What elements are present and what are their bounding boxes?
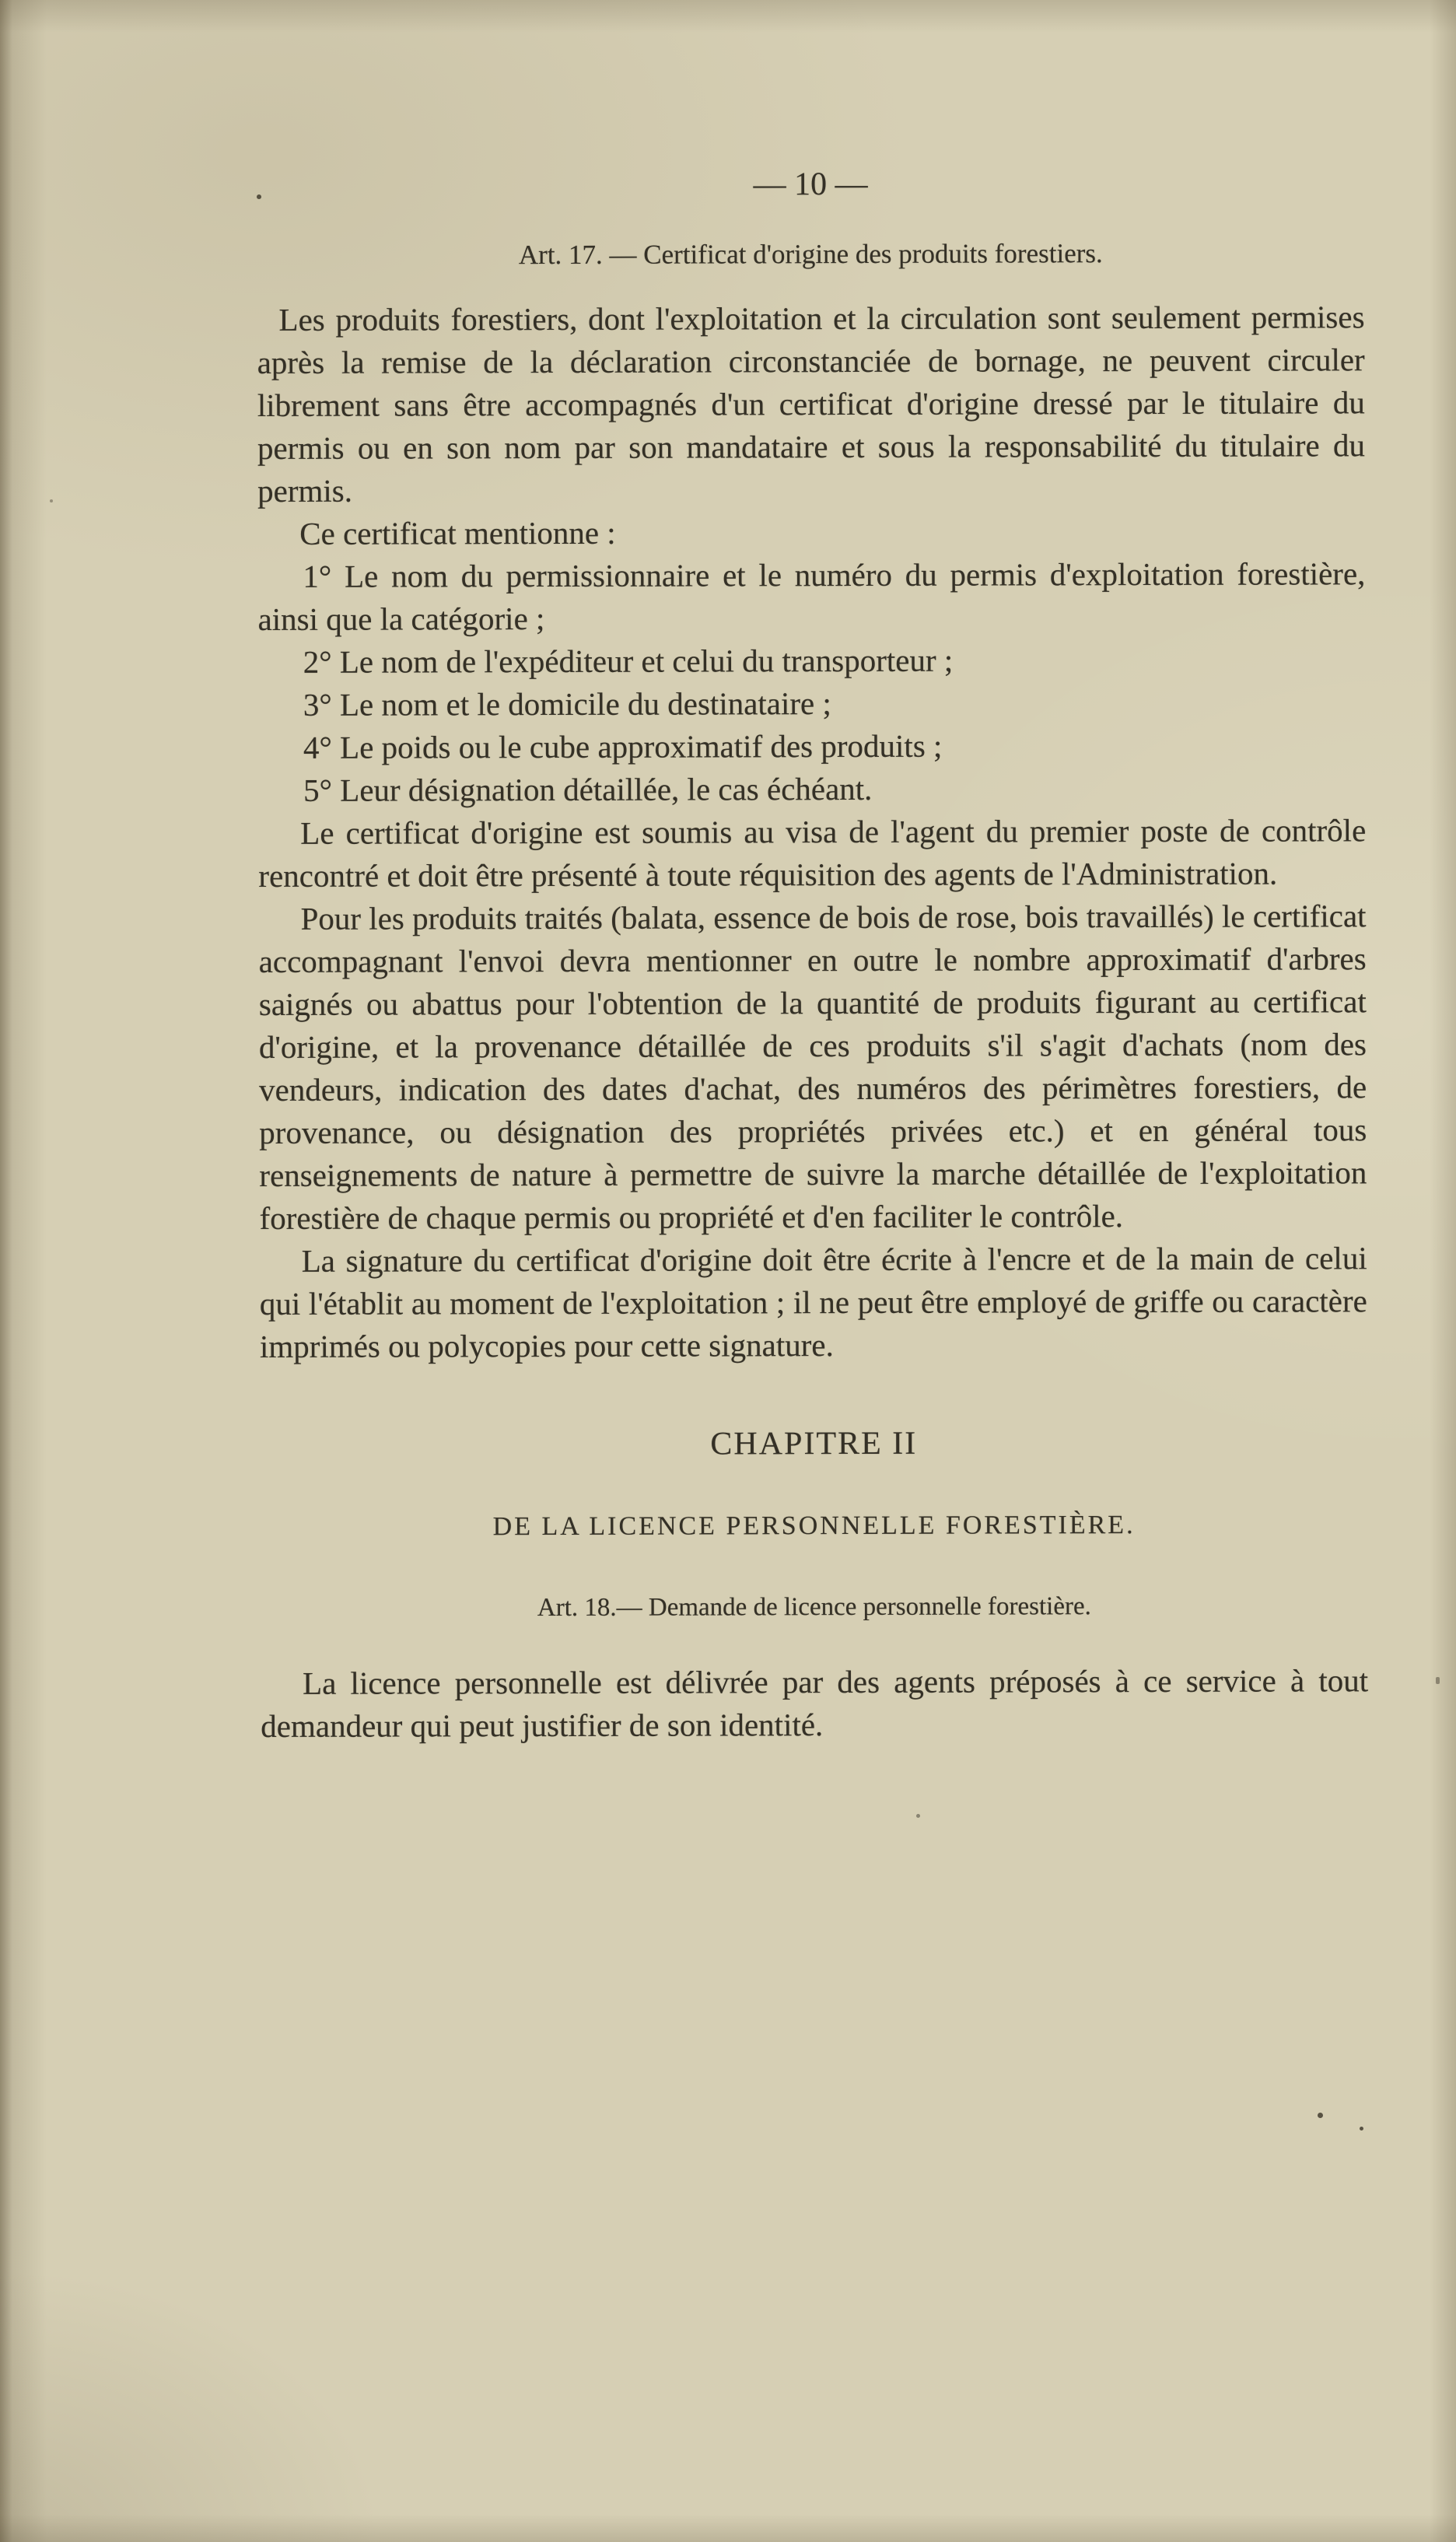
chapter-2-subtitle: DE LA LICENCE PERSONNELLE FORESTIÈRE. xyxy=(492,1511,1136,1542)
article-17-list-item-4: 4° Le poids ou le cube approximatif des produits ; xyxy=(303,727,943,765)
ink-speck xyxy=(1436,1677,1440,1684)
article-17-heading: Art. 17. — Certificat d'origine des produits forestiers. xyxy=(518,238,1103,271)
article-17-paragraph-2: Ce certificat mentionne : xyxy=(299,514,616,551)
article-17-paragraph-3: Le certificat d'origine est soumis au visa de l'agent du premier poste de contrôle rencontré et doit être présenté à toute réquisition des agents de l'Administration. xyxy=(258,812,1367,894)
ink-speck xyxy=(916,1814,920,1818)
article-17-paragraph-5: La signature du certificat d'origine doit être écrite à l'encre et de la main de celui qui l'établit au moment de l'exploitation ; il ne peut être employé de griffe ou caractère imprimés ou polycopies pour cette signature. xyxy=(259,1240,1367,1364)
article-17-list-item-3: 3° Le nom et le domicile du destinataire ; xyxy=(303,685,831,723)
ink-speck xyxy=(1360,2127,1363,2131)
ink-speck xyxy=(50,499,53,502)
article-17-paragraph-1: Les produits forestiers, dont l'exploitation et la circulation sont seulement permises après la remise de la déclaration circonstanciée de bornage, ne peuvent circuler librement sans être accompagnés d'un certificat d'origine dressé par le titulaire du permis ou en son nom par son mandataire et sous la responsabilité du titulaire du permis. xyxy=(257,299,1366,509)
article-17-list-item-5: 5° Leur désignation détaillée, le cas échéant. xyxy=(303,770,873,808)
page-number: — 10 — xyxy=(753,166,868,203)
page-content xyxy=(257,162,1368,1748)
ink-speck xyxy=(257,194,261,199)
article-17-list-item-2: 2° Le nom de l'expéditeur et celui du transporteur ; xyxy=(303,642,954,680)
article-17-paragraph-4: Pour les produits traités (balata, essence de bois de rose, bois travaillés) le certificat accompagnant l'envoi devra mentionner en outre le nombre approximatif d'arbres saignés ou abattus pour l'obtention de la quantité de produits figurant au certificat d'origine, et la provenance détaillée de ces produits s'il s'agit d'achats (nom des vendeurs, indication des dates d'achat, des numéros des périmètres forestiers, de provenance, ou désignation des propriétés privées etc.) et en général tous renseignements de nature à permettre de suivre la marche détaillée de l'exploitation forestière de chaque permis ou propriété et d'en faciliter le contrôle. xyxy=(258,898,1367,1236)
ink-speck xyxy=(1318,2113,1323,2118)
article-18-paragraph-1: La licence personnelle est délivrée par des agents préposés à ce service à tout demandeur qui peut justifier de son identité. xyxy=(261,1662,1369,1744)
chapter-2-title: CHAPITRE II xyxy=(710,1425,918,1462)
article-18-heading: Art. 18.— Demande de licence personnelle forestière. xyxy=(537,1592,1091,1623)
article-17-list-item-1: 1° Le nom du permissionnaire et le numéro du permis d'exploitation forestière, ainsi que la catégorie ; xyxy=(257,555,1366,637)
